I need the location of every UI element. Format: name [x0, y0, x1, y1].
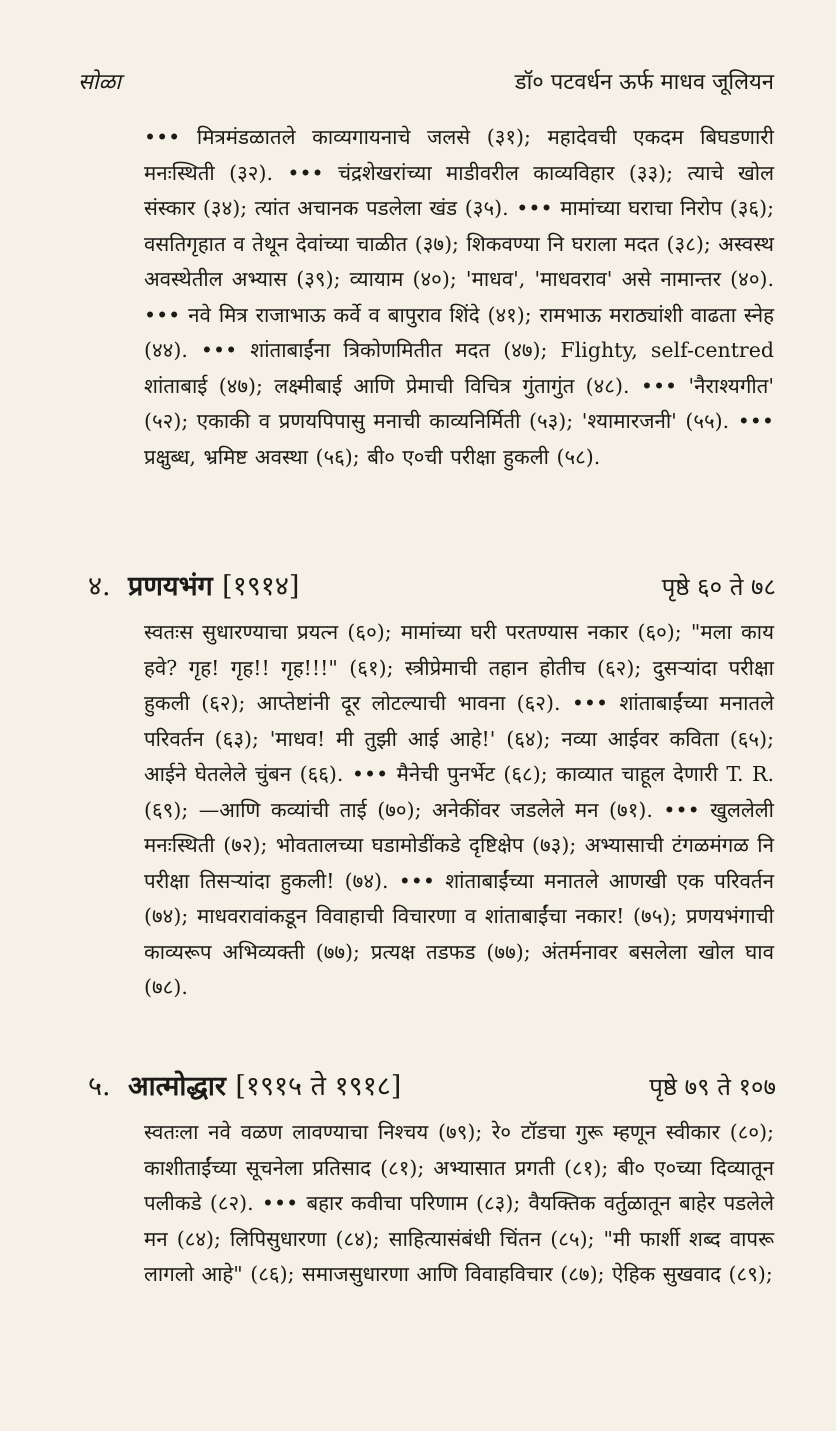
chapter-number: ५. — [88, 1071, 111, 1102]
intro-paragraph: ••• मित्रमंडळातले काव्यगायनाचे जलसे (३१); महादेवची एकदम बिघडणारी मनःस्थिती (३२). ••• चंद्रशेखरांच्या माडीवरील काव्यविहार (३३); त्याचे खोल संस्कार (३४); त्यांत अचानक पडलेला खंड (३५). ••• मामांच्या घराचा निरोप (३६); वसतिगृहात व तेथून देवांच्या चाळीत (३७); शिकवण्या नि घराला मदत (३८); अस्वस्थ अवस्थेतील अभ्यास (३९); व्यायाम (४०); 'माधव', 'माधवराव' असे नामान्तर (४०). ••• नवे मित्र राजाभाऊ कर्वे व बापुराव शिंदे (४१); रामभाऊ मराठ्यांशी वाढता स्नेह (४४). ••• शांताबाईंना त्रिकोणमितीत मदत (४७); Flighty, self-centred शांताबाई (४७); लक्ष्मीबाई आणि प्रेमाची विचित्र गुंतागुंत (४८). ••• 'नैराश्यगीत' (५२); एकाकी व प्रणयपिपासु मनाची काव्यनिर्मिती (५३); 'श्यामारजनी' (५५). ••• प्रक्षुब्ध, भ्रमिष्ट अवस्था (५६); बी० ए०ची परीक्षा हुकली (५८). — [144, 125, 774, 469]
page-number: सोळा — [78, 70, 121, 95]
chapter-page-range: पृष्ठे ७९ ते १०७ — [649, 1073, 776, 1101]
chapter-years: [१९१५ ते १९१८] — [235, 1071, 402, 1102]
chapter-title-5 — [88, 1066, 401, 1103]
running-header — [78, 66, 774, 98]
chapter-number: ४. — [88, 571, 111, 602]
chapter-5-summary: स्वतःला नवे वळण लावण्याचा निश्चय (७९); रे० टॉडचा गुरू म्हणून स्वीकार (८०); काशीताईंच्या सूचनेला प्रतिसाद (८१); अभ्यासात प्रगती (८१); बी० ए०च्या दिव्यातून पलीकडे (८२). ••• बहार कवीचा परिणाम (८३); वैयक्तिक वर्तुळातून बाहेर पडलेले मन (८४); लिपिसुधारणा (८४); साहित्यासंबंधी चिंतन (८५); "मी फार्शी शब्द वापरू लागलो आहे" (८६); समाजसुधारणा आणि विवाहविचार (८७); ऐहिक सुखवाद (८९); — [144, 1120, 774, 1286]
chapter-name: प्रणयभंग — [128, 571, 213, 602]
chapter-heading-5 — [88, 1066, 776, 1106]
running-title: डॉ० पटवर्धन ऊर्फ माधव जूलियन — [514, 70, 774, 95]
chapter-4-summary: स्वतःस सुधारण्याचा प्रयत्न (६०); मामांच्या घरी परतण्यास नकार (६०); "मला काय हवे? गृह! गृह!! गृह!!!" (६१); स्त्रीप्रेमाची तहान होतीच (६२); दुसऱ्यांदा परीक्षा हुकली (६२); आप्तेष्टांनी दूर लोटल्याची भावना (६२). ••• शांताबाईंच्या मनातले परिवर्तन (६३); 'माधव! मी तुझी आई आहे!' (६४); नव्या आईवर कविता (६५); आईने घेतलेले चुंबन (६६). ••• मैनेची पुनर्भेट (६८); काव्यात चाहूल देणारी T. R. (६९); —आणि कव्यांची ताई (७०); अनेकींवर जडलेले मन (७१). ••• खुललेली मनःस्थिती (७२); भोवतालच्या घडामोडींकडे दृष्टिक्षेप (७३); अभ्यासाची टंगळमंगळ नि परीक्षा तिसऱ्यांदा हुकली! (७४). ••• शांताबाईंच्या मनातले आणखी एक परिवर्तन (७४); माधवरावांकडून विवाहाची विचारणा व शांताबाईंचा नकार! (७५); प्रणयभंगाची काव्यरूप अभिव्यक्ती (७७); प्रत्यक्ष तडफड (७७); अंतर्मनावर बसलेला खोल घाव (७८). — [144, 620, 774, 999]
chapter-title-4 — [88, 566, 299, 603]
chapter-page-range: पृष्ठे ६० ते ७८ — [661, 573, 776, 601]
chapter-heading-4 — [88, 566, 776, 606]
chapter-name: आत्मोद्धार — [128, 1071, 226, 1102]
chapter-years: [१९१४] — [222, 571, 300, 602]
